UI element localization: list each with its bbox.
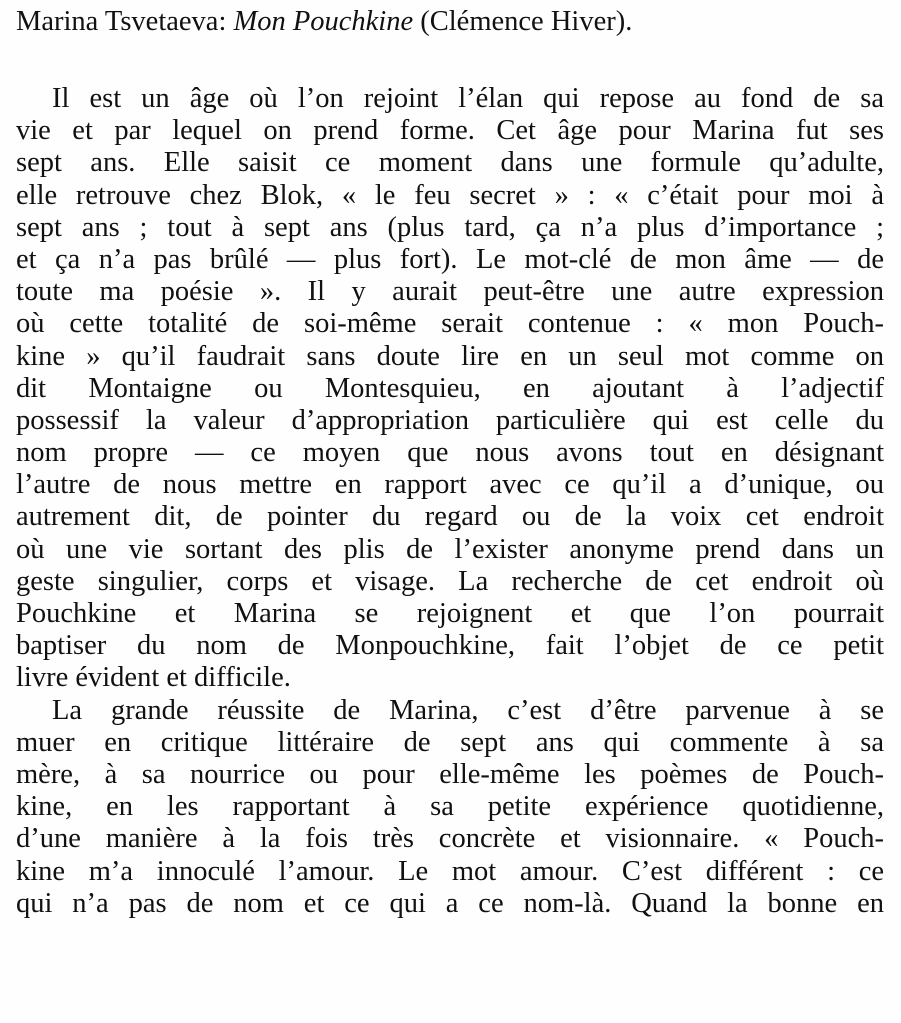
text-line: elle retrouve chez Blok, « le feu secret » : « c’était pour moi à bbox=[16, 179, 884, 211]
text-line: toute ma poésie ». Il y aurait peut-être une autre expression bbox=[16, 276, 884, 308]
paragraph-1 bbox=[16, 83, 884, 695]
text-line: d’une manière à la fois très concrète et visionnaire. « Pouch- bbox=[16, 823, 884, 855]
text-line: qui n’a pas de nom et ce qui a ce nom-là. Quand la bonne en bbox=[16, 887, 884, 919]
text-line: La grande réussite de Marina, c’est d’être parvenue à se bbox=[52, 694, 884, 726]
text-line: vie et par lequel on prend forme. Cet âge pour Marina fut ses bbox=[16, 115, 884, 147]
header-separator: : bbox=[218, 6, 234, 37]
text-line: muer en critique littéraire de sept ans qui commente à sa bbox=[16, 726, 884, 758]
body-text bbox=[16, 83, 884, 920]
text-line: sept ans ; tout à sept ans (plus tard, ça n’a plus d’importance ; bbox=[16, 211, 884, 243]
text-line: mère, à sa nourrice ou pour elle-même les poèmes de Pouch- bbox=[16, 758, 884, 790]
header-book-title: Mon Pouchkine bbox=[233, 6, 414, 37]
text-line: livre évident et difficile. bbox=[16, 662, 291, 694]
text-line: baptiser du nom de Monpouchkine, fait l’objet de ce petit bbox=[16, 630, 884, 662]
text-line: autrement dit, de pointer du regard ou de la voix cet endroit bbox=[16, 501, 884, 533]
text-line: Il est un âge où l’on rejoint l’élan qui repose au fond de sa bbox=[52, 83, 884, 114]
text-line: l’autre de nous mettre en rapport avec ce qu’il a d’unique, ou bbox=[16, 469, 884, 501]
header-author: Marina Tsvetaeva bbox=[16, 6, 219, 37]
text-line: kine m’a innoculé l’amour. Le mot amour. C’est différent : ce bbox=[16, 855, 884, 887]
text-line: où cette totalité de soi-même serait contenue : « mon Pouch- bbox=[16, 308, 884, 340]
paragraph-2 bbox=[16, 695, 884, 920]
text-line: geste singulier, corps et visage. La recherche de cet endroit où bbox=[16, 565, 884, 597]
text-line: où une vie sortant des plis de l’exister anonyme prend dans un bbox=[16, 533, 884, 565]
text-line: et ça n’a pas brûlé — plus fort). Le mot-clé de mon âme — de bbox=[16, 243, 884, 275]
text-line: kine » qu’il faudrait sans doute lire en un seul mot comme on bbox=[16, 340, 884, 372]
header-publisher: (Clémence Hiver). bbox=[413, 6, 633, 37]
text-line: possessif la valeur d’appropriation particulière qui est celle du bbox=[16, 404, 884, 436]
text-line: dit Montaigne ou Montesquieu, en ajoutant à l’adjectif bbox=[16, 372, 884, 404]
page-header bbox=[16, 5, 886, 39]
text-line: sept ans. Elle saisit ce moment dans une formule qu’adulte, bbox=[16, 147, 884, 179]
text-line: kine, en les rapportant à sa petite expérience quotidienne, bbox=[16, 791, 884, 823]
text-line: nom propre — ce moyen que nous avons tout en désignant bbox=[16, 437, 884, 469]
text-line: Pouchkine et Marina se rejoignent et que l’on pourrait bbox=[16, 598, 884, 629]
